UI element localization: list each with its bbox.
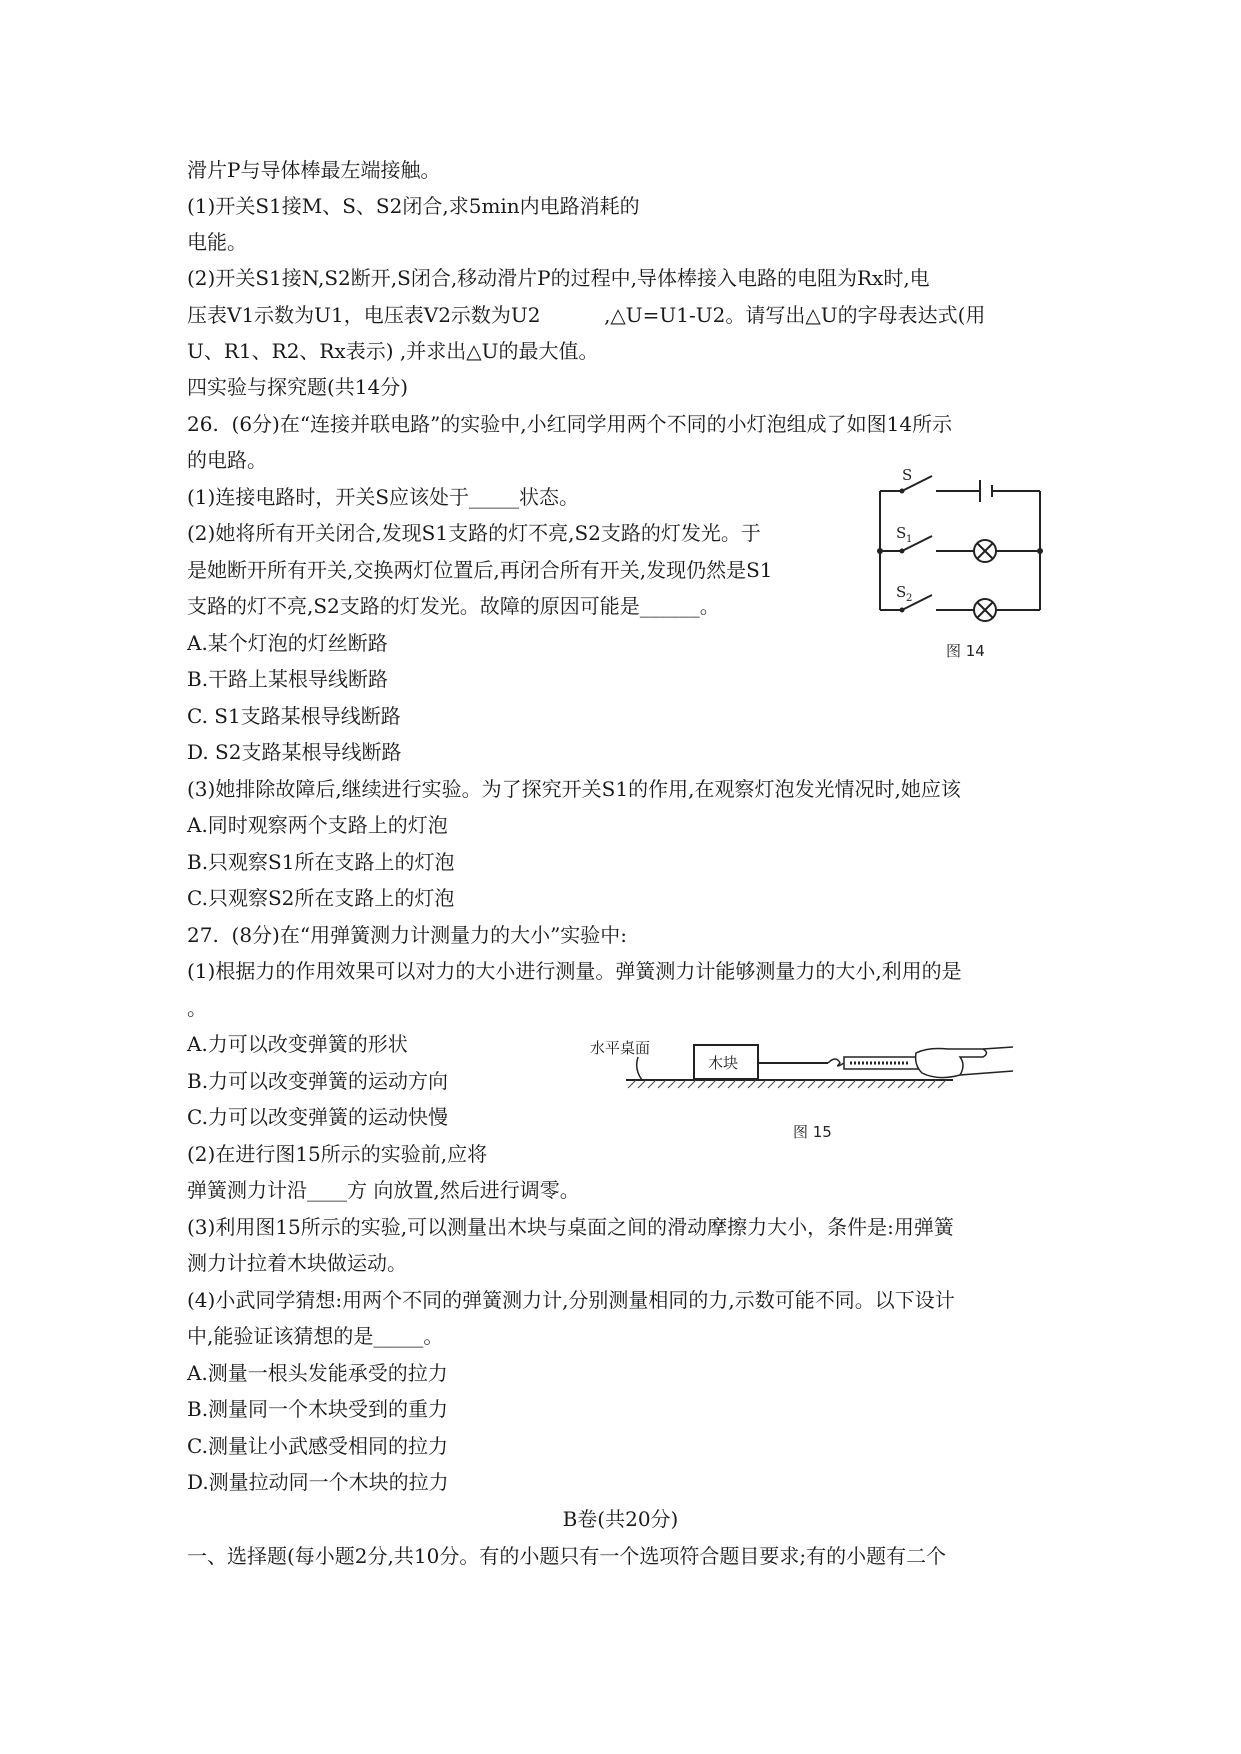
desk-pointer-line [637, 1057, 642, 1080]
option: A.同时观察两个支路上的灯泡 [187, 813, 448, 837]
text-line: (1)开关S1接M、S、S2闭合,求5min内电路消耗的 [187, 194, 640, 218]
option: D.测量拉动同一个木块的拉力 [187, 1470, 449, 1494]
text-line: 电能。 [187, 230, 247, 254]
switch-s1-subscript: 1 [906, 534, 913, 545]
question-26: 26. (6分)在“连接并联电路”的实验中,小红同学用两个不同的小灯泡组成了如图14所示 [187, 412, 953, 436]
text-line: (1)根据力的作用效果可以对力的大小进行测量。弹簧测力计能够测量力的大小,利用的是 [187, 959, 962, 983]
text-line: 滑片P与导体棒最左端接触。 [187, 158, 441, 182]
figure-15-caption: 图 15 [793, 1123, 832, 1141]
option: B.只观察S1所在支路上的灯泡 [187, 850, 455, 874]
option: B.力可以改变弹簧的运动方向 [187, 1069, 449, 1093]
option: A.测量一根头发能承受的拉力 [187, 1361, 448, 1385]
text-line: (2)她将所有开关闭合,发现S1支路的灯不亮,S2支路的灯发光。于 [187, 521, 761, 545]
section-heading-b: B卷(共20分) [562, 1507, 679, 1531]
text-line: (3)她排除故障后,继续进行实验。为了探究开关S1的作用,在观察灯泡发光情况时,她应该 [187, 777, 961, 801]
option: B.测量同一个木块受到的重力 [187, 1397, 449, 1421]
text-line: (1)连接电路时，开关S应该处于_____状态。 [187, 485, 580, 509]
hook [828, 1059, 844, 1066]
block-label: 木块 [708, 1054, 739, 1072]
text-line: 支路的灯不亮,S2支路的灯发光。故障的原因可能是______。 [187, 594, 720, 618]
switch-s-label: S [902, 466, 913, 484]
question-27: 27. (8分)在“用弹簧测力计测量力的大小”实验中: [187, 923, 628, 947]
text-line: 的电路。 [187, 448, 267, 472]
text-line: (2)在进行图15所示的实验前,应将 [187, 1142, 488, 1166]
text-line: U、R1、R2、Rx表示) ,并求出△U的最大值。 [187, 339, 599, 363]
text-line: 中,能验证该猜想的是_____。 [187, 1324, 444, 1348]
desk-label: 水平桌面 [590, 1039, 651, 1057]
option: C.测量让小武感受相同的拉力 [187, 1434, 448, 1458]
text-line: 压表V1示数为U1，电压表V2示数为U2 ,△U=U1-U2。请写出△U的字母表达式(用 [187, 303, 986, 327]
option: C.只观察S2所在支路上的灯泡 [187, 886, 455, 910]
text-line: 。 [187, 996, 207, 1020]
text-line: 一、选择题(每小题2分,共10分。有的小题只有一个选项符合题目要求;有的小题有二个 [187, 1544, 947, 1568]
option: D. S2支路某根导线断路 [187, 740, 402, 764]
text-line: 测力计拉着木块做运动。 [187, 1251, 407, 1275]
figure-15-apparatus [588, 1035, 1018, 1147]
text-line: (3)利用图15所示的实验,可以测量出木块与桌面之间的滑动摩擦力大小，条件是:用弹簧 [187, 1215, 954, 1239]
text-line: 弹簧测力计沿____方 向放置,然后进行调零。 [187, 1178, 580, 1202]
option: C.力可以改变弹簧的运动快慢 [187, 1105, 448, 1129]
switch-s2-label: S [896, 583, 907, 601]
arm-top [983, 1047, 1013, 1049]
option: B.干路上某根导线断路 [187, 667, 389, 691]
switch-s2-subscript: 2 [906, 593, 913, 604]
option: C. S1支路某根导线断路 [187, 704, 401, 728]
text-line: 是她断开所有开关,交换两灯位置后,再闭合所有开关,发现仍然是S1 [187, 558, 773, 582]
desk-hatching [628, 1080, 946, 1088]
arm-bottom [960, 1071, 1013, 1075]
section-heading: 四实验与探究题(共14分) [187, 375, 409, 399]
figure-14-caption: 图 14 [946, 642, 985, 660]
text-line: (2)开关S1接N,S2断开,S闭合,移动滑片P的过程中,导体棒接入电路的电阻为Rx时,电 [187, 266, 930, 290]
option: A.某个灯泡的灯丝断路 [187, 631, 388, 655]
switch-s1-label: S [896, 524, 907, 542]
figure-14-circuit-diagram [870, 458, 1050, 670]
option: A.力可以改变弹簧的形状 [187, 1032, 408, 1056]
text-line: (4)小武同学猜想:用两个不同的弹簧测力计,分别测量相同的力,示数可能不同。以下设计 [187, 1288, 955, 1312]
